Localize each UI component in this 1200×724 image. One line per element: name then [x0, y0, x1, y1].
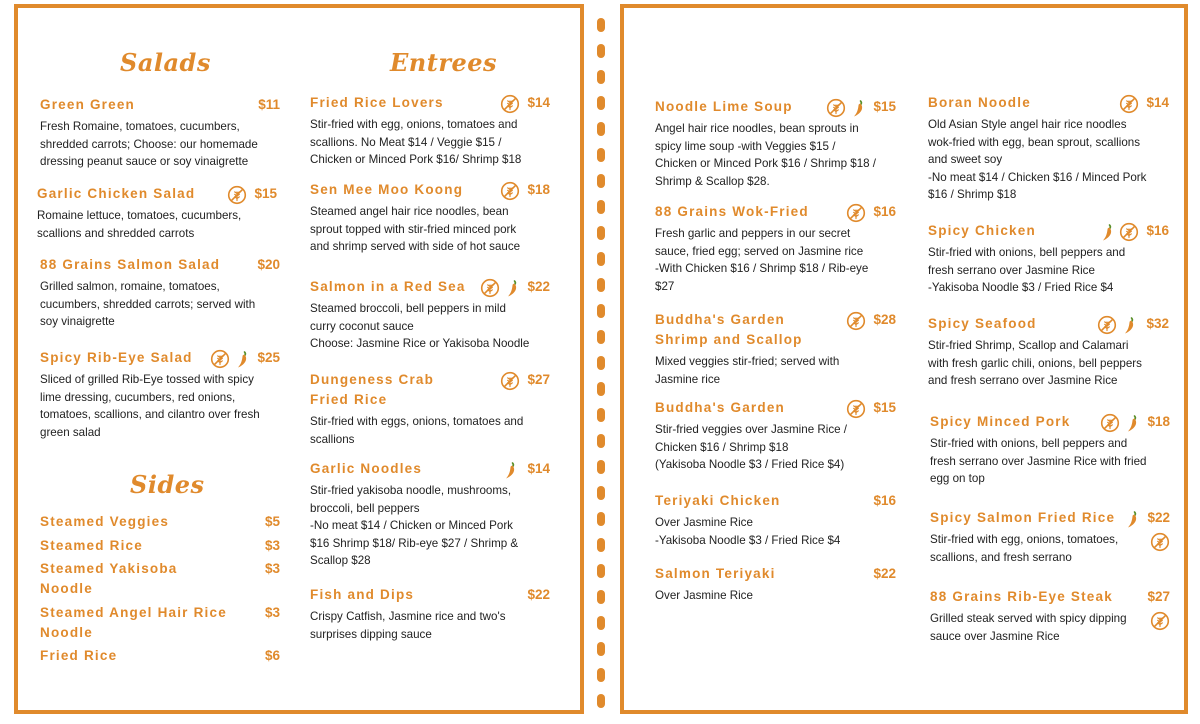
side-item: [40, 603, 280, 643]
item-price: $3: [264, 538, 280, 553]
menu-item: [310, 370, 550, 448]
menu-item: [930, 412, 1170, 488]
sides-heading: Sides: [130, 470, 205, 499]
chili-pepper-icon: [502, 278, 522, 298]
item-description: Old Asian Style angel hair rice noodles wok-fried with egg, bean sprout, scallions and sweet soy -No meat $14 / Chicken $16 / Minced Pork $16 / Shrimp $18: [928, 118, 1147, 201]
chili-pepper-icon: [1122, 413, 1142, 433]
item-name: Spicy Seafood: [928, 316, 1037, 331]
page-divider: [597, 18, 605, 708]
item-description: Stir-fried Shrimp, Scallop and Calamari with fresh garlic chili, onions, bell peppers and fresh serrano over Jasmine Rice: [928, 339, 1142, 387]
item-price: $14: [527, 95, 550, 110]
gluten-free-icon: [500, 181, 520, 201]
side-item: [40, 512, 280, 532]
gluten-free-icon: [846, 311, 866, 331]
gluten-free-icon: [1119, 222, 1139, 242]
item-price: $5: [264, 514, 280, 529]
item-description: Crispy Catfish, Jasmine rice and two's surprises dipping sauce: [310, 610, 506, 641]
menu-item: [655, 310, 896, 388]
item-price: $22: [527, 279, 550, 294]
chili-pepper-icon: [848, 98, 868, 118]
item-name: Spicy Rib-Eye Salad: [40, 350, 193, 365]
menu-item: [655, 491, 896, 549]
chili-pepper-icon: [1122, 509, 1142, 529]
gluten-free-icon: [1100, 413, 1120, 433]
item-description: Stir-fried veggies over Jasmine Rice / Chicken $16 / Shrimp $18 (Yakisoba Noodle $3 / Fried Rice $4): [655, 423, 848, 471]
menu-item: [310, 459, 550, 570]
side-item: [40, 559, 280, 599]
side-item: [40, 536, 280, 556]
item-price: $15: [873, 400, 896, 415]
item-name: Spicy Chicken: [928, 223, 1036, 238]
item-name: 88 Grains Salmon Salad: [40, 257, 221, 272]
item-name: Salmon Teriyaki: [655, 566, 776, 581]
gluten-free-icon: [480, 278, 500, 298]
item-description: Over Jasmine Rice: [655, 589, 753, 602]
item-price: $14: [1146, 95, 1169, 110]
item-price: $20: [257, 257, 280, 272]
item-price: $6: [264, 648, 280, 663]
gluten-free-icon: [846, 203, 866, 223]
item-name: Fried Rice: [40, 648, 118, 663]
item-name: Buddha's Garden Shrimp and Scallop: [655, 312, 803, 347]
item-price: $22: [1147, 510, 1170, 525]
item-description: Grilled steak served with spicy dipping sauce over Jasmine Rice: [930, 612, 1127, 643]
gluten-free-icon: [1150, 611, 1170, 631]
item-name: Steamed Veggies: [40, 514, 170, 529]
menu-item: [310, 585, 550, 643]
gluten-free-icon: [227, 185, 247, 205]
chili-pepper-icon: [500, 460, 520, 480]
menu-item: [655, 564, 896, 605]
item-name: Teriyaki Chicken: [655, 493, 781, 508]
menu-item: [928, 314, 1169, 390]
item-description: Stir-fried with onions, bell peppers and fresh serrano over Jasmine Rice -Yakisoba Noodle $3 / Fried Rice $4: [928, 246, 1126, 294]
chili-pepper-icon: [1119, 315, 1139, 335]
item-name: 88 Grains Rib-Eye Steak: [930, 589, 1113, 604]
item-price: $3: [264, 605, 280, 620]
chili-pepper-icon: [232, 349, 252, 369]
item-price: $16: [873, 204, 896, 219]
item-description: Stir-fried with egg, onions, tomatoes and scallions. No Meat $14 / Veggie $15 / Chicken or Minced Pork $16/ Shrimp $18: [310, 118, 522, 166]
item-price: $16: [873, 493, 896, 508]
menu-item: [310, 93, 550, 169]
item-price: $11: [258, 97, 280, 112]
menu-item: [930, 587, 1170, 645]
item-name: Spicy Salmon Fried Rice: [930, 510, 1116, 525]
gluten-free-icon: [1097, 315, 1117, 335]
menu-item: [928, 93, 1169, 204]
item-description: Mixed veggies stir-fried; served with Jasmine rice: [655, 355, 840, 386]
item-name: Garlic Noodles: [310, 461, 423, 476]
item-name: Sen Mee Moo Koong: [310, 182, 464, 197]
item-price: $15: [254, 186, 277, 201]
item-price: $27: [527, 372, 550, 387]
menu-item: [655, 398, 896, 474]
item-name: Steamed Angel Hair Rice Noodle: [40, 605, 227, 640]
chili-pepper-icon: [1097, 222, 1117, 242]
gluten-free-icon: [826, 98, 846, 118]
salads-heading: Salads: [120, 48, 211, 77]
menu-item: [310, 277, 550, 353]
item-name: Dungeness Crab Fried Rice: [310, 372, 435, 407]
item-price: $27: [1147, 589, 1170, 604]
item-description: Steamed angel hair rice noodles, bean sprout topped with stir-fried minced pork and shrimp served with side of hot sauce: [310, 205, 521, 253]
item-price: $16: [1146, 223, 1169, 238]
item-price: $25: [257, 350, 280, 365]
item-description: Stir-fried yakisoba noodle, mushrooms, broccoli, bell peppers -No meat $14 / Chicken or Minced Pork $16 Shrimp $18/ Rib-eye $27 / Shrimp & Scallop $28: [310, 484, 519, 567]
item-price: $22: [527, 587, 550, 602]
item-description: Romaine lettuce, tomatoes, cucumbers, scallions and shredded carrots: [37, 209, 242, 240]
item-price: $15: [873, 99, 896, 114]
menu-item: [40, 255, 280, 331]
menu-item: [40, 95, 280, 171]
item-description: Stir-fried with eggs, onions, tomatoes and scallions: [310, 415, 524, 446]
item-name: Fried Rice Lovers: [310, 95, 444, 110]
gluten-free-icon: [1150, 532, 1170, 552]
item-name: Spicy Minced Pork: [930, 414, 1071, 429]
item-name: Steamed Yakisoba Noodle: [40, 561, 178, 596]
item-name: Noodle Lime Soup: [655, 99, 793, 114]
item-price: $32: [1146, 316, 1169, 331]
item-description: Steamed broccoli, bell peppers in mild curry coconut sauce Choose: Jasmine Rice or Yakisoba Noodle: [310, 302, 530, 350]
item-description: Fresh Romaine, tomatoes, cucumbers, shredded carrots; Choose: our homemade dressing peanut sauce or soy vinaigrette: [40, 120, 258, 168]
menu-item: [928, 221, 1169, 297]
menu-item: [655, 97, 896, 190]
item-name: Buddha's Garden: [655, 400, 785, 415]
gluten-free-icon: [500, 371, 520, 391]
item-description: Fresh garlic and peppers in our secret sauce, fried egg; served on Jasmine rice -With Chicken $16 / Shrimp $18 / Rib-eye $27: [655, 227, 869, 293]
item-description: Angel hair rice noodles, bean sprouts in spicy lime soup -with Veggies $15 / Chicken or Minced Pork $16 / Shrimp $18 / Shrimp & Scallop $28.: [655, 122, 877, 188]
item-name: Boran Noodle: [928, 95, 1031, 110]
menu-item: [40, 348, 280, 441]
item-price: $18: [527, 182, 550, 197]
item-price: $3: [264, 561, 280, 576]
gluten-free-icon: [846, 399, 866, 419]
sides-list: [40, 512, 280, 672]
gluten-free-icon: [1119, 94, 1139, 114]
item-name: Green Green: [40, 97, 135, 112]
item-name: 88 Grains Wok-Fried: [655, 204, 809, 219]
menu-item: [310, 180, 550, 256]
item-description: Sliced of grilled Rib-Eye tossed with spicy lime dressing, cucumbers, red onions, tomatoes, scallions, and cilantro over fresh green salad: [40, 373, 260, 439]
item-price: $22: [873, 566, 896, 581]
item-name: Garlic Chicken Salad: [37, 186, 196, 201]
item-name: Fish and Dips: [310, 587, 415, 602]
item-description: Grilled salmon, romaine, tomatoes, cucumbers, shredded carrots; served with soy vinaigrette: [40, 280, 256, 328]
menu-item: [37, 184, 277, 242]
item-price: $14: [527, 461, 550, 476]
item-description: Over Jasmine Rice -Yakisoba Noodle $3 / Fried Rice $4: [655, 516, 841, 547]
side-item: [40, 646, 280, 666]
item-name: Steamed Rice: [40, 538, 143, 553]
gluten-free-icon: [500, 94, 520, 114]
menu-item: [655, 202, 896, 295]
gluten-free-icon: [210, 349, 230, 369]
menu-item: [930, 508, 1170, 566]
item-price: $28: [873, 312, 896, 327]
item-description: Stir-fried with egg, onions, tomatoes, scallions, and fresh serrano: [930, 533, 1119, 564]
item-price: $18: [1147, 414, 1170, 429]
entrees-heading: Entrees: [390, 48, 498, 77]
item-description: Stir-fried with onions, bell peppers and fresh serrano over Jasmine Rice with fried egg on top: [930, 437, 1147, 485]
item-name: Salmon in a Red Sea: [310, 279, 466, 294]
